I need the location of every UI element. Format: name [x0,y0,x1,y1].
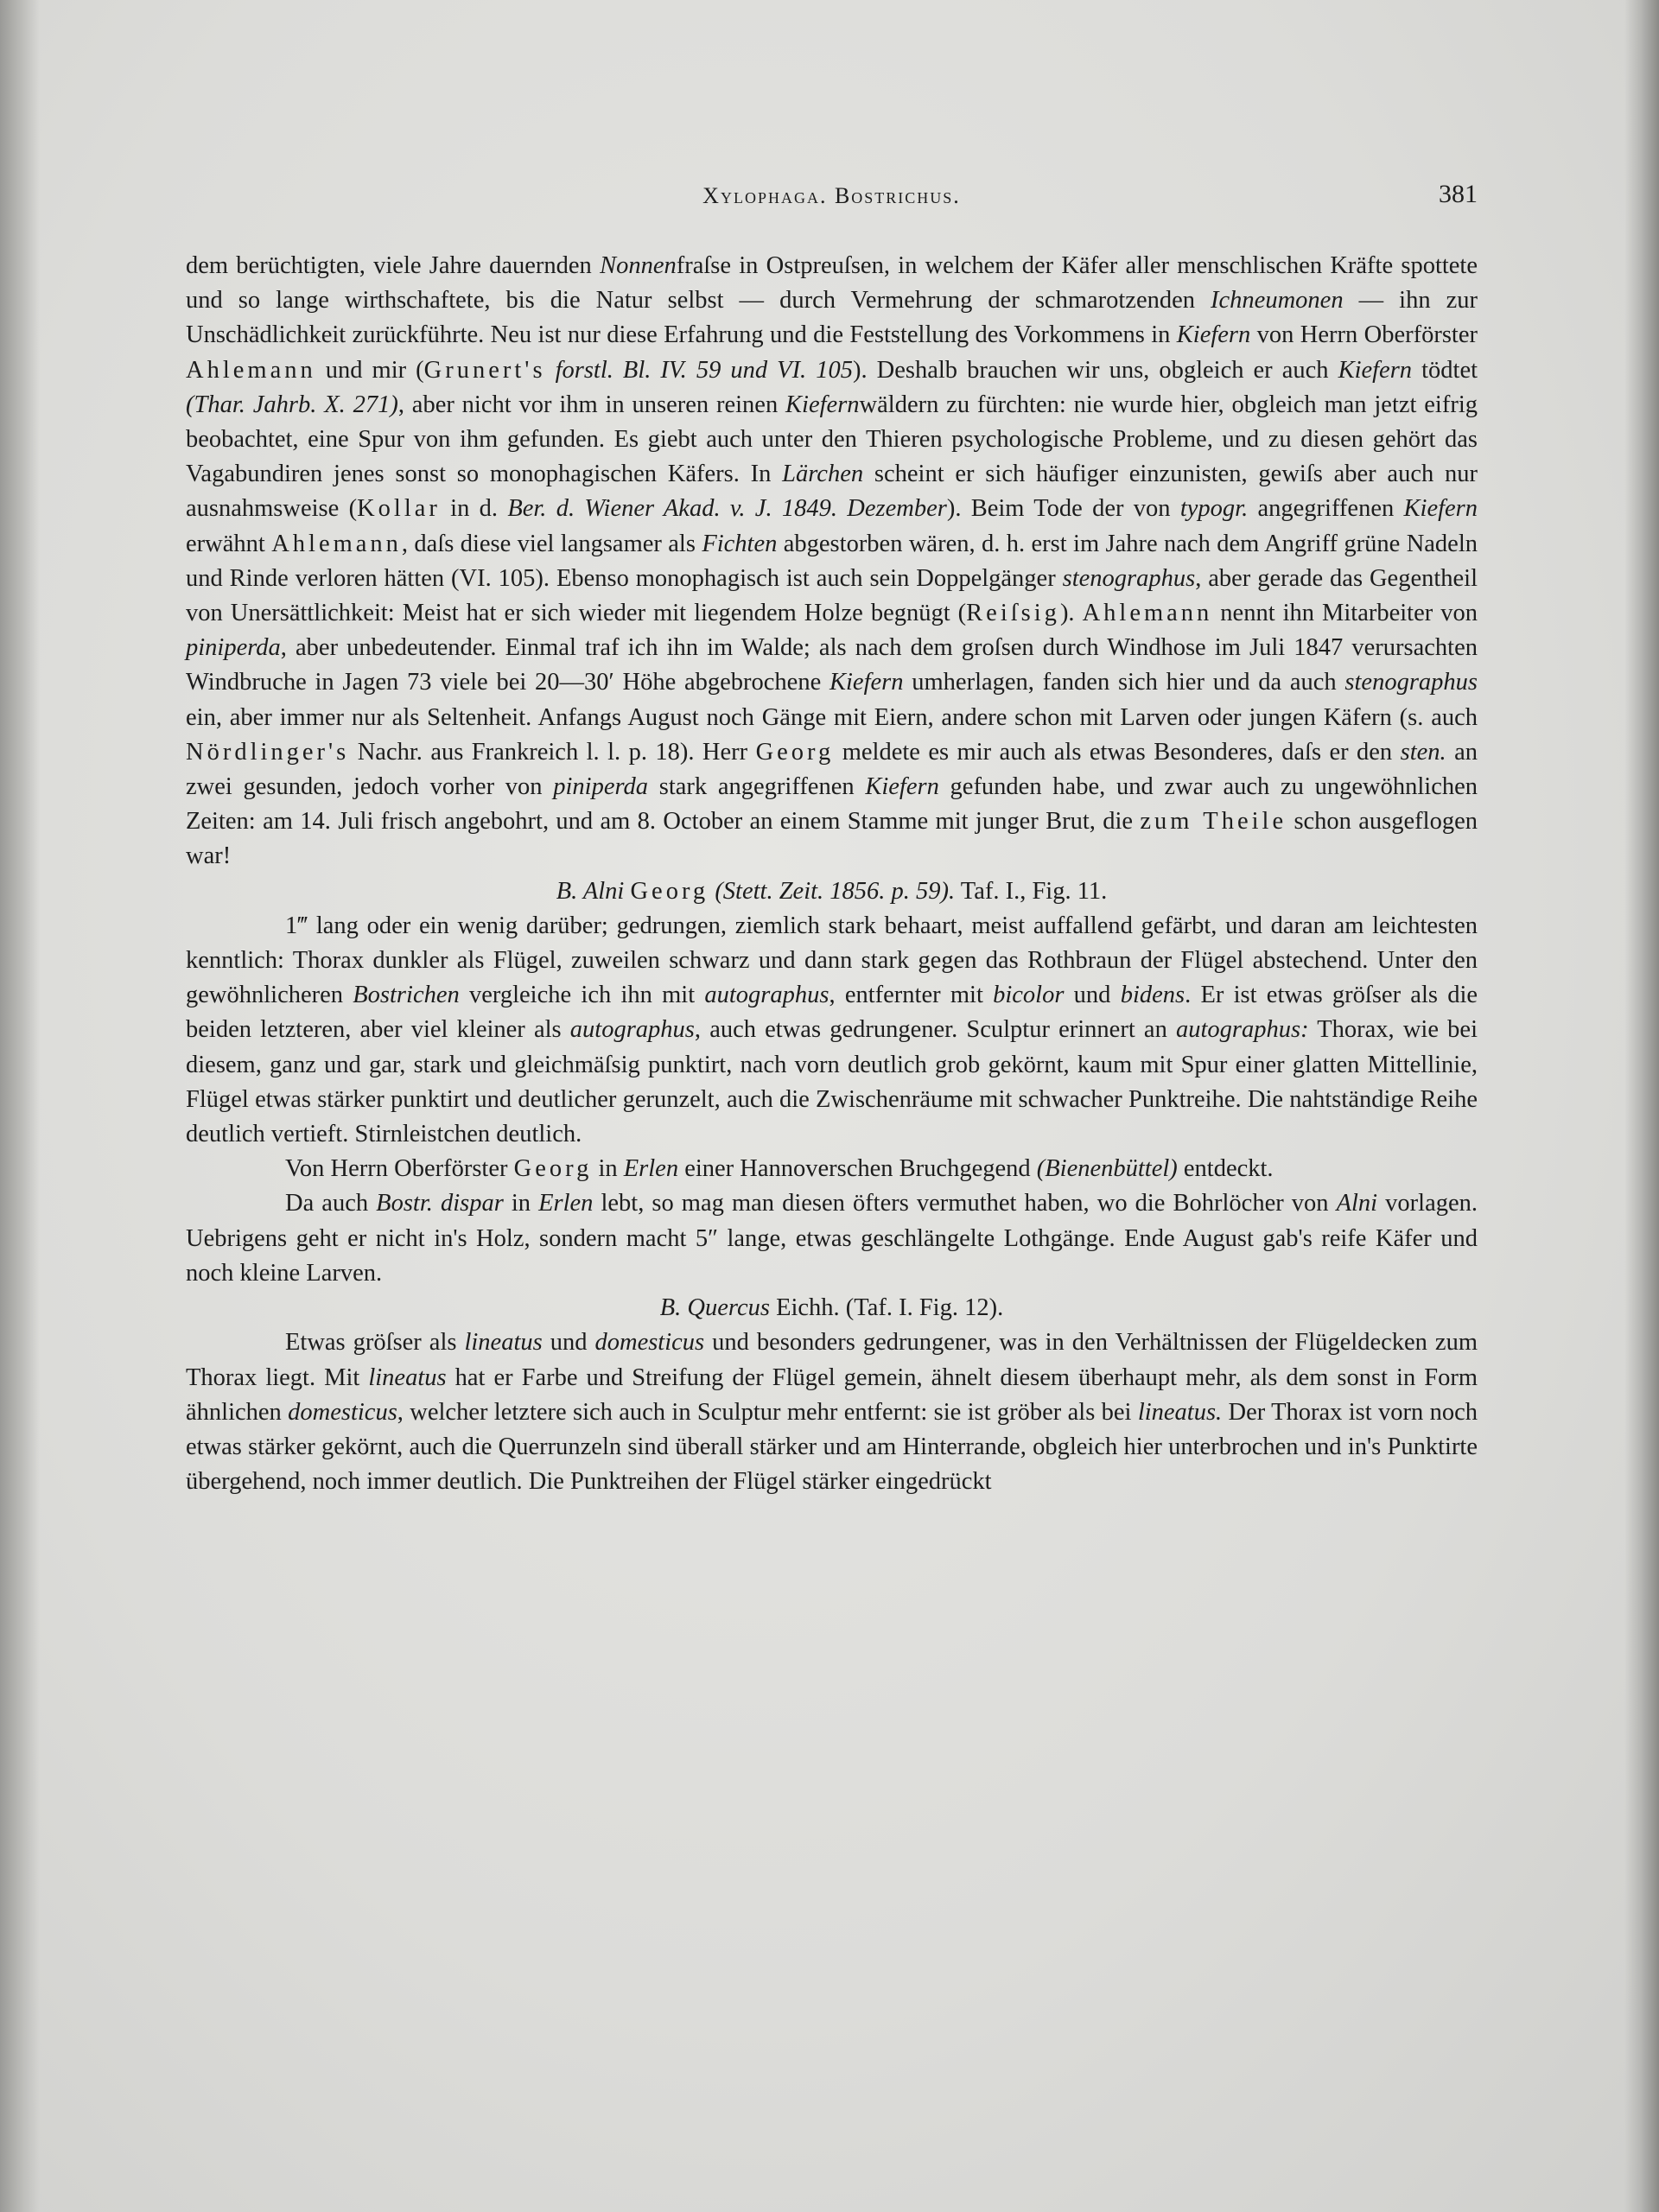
text-run: nennt ihn Mitarbeiter von [1212,600,1478,627]
text-run-italic: piniperda [186,634,281,662]
text-run: wäldern zu fürchten: nie wurde hier, obgleich man jetzt eifrig beobachtet, eine Spur von ihm gefunden. Es giebt auch unter den Thieren psychologische Probleme, und zu diesen gehört das Vagabundiren jenes sonst so monophagischen Käfers. In [186,391,1478,488]
page-edge-shadow-left [0,0,40,2212]
text-run: umherlagen, fanden sich hier und da auch [903,669,1345,696]
text-run: , auch etwas gedrungener. Sculptur erinnert an [694,1016,1176,1044]
text-run-spaced: Reiſsig [966,600,1060,627]
text-run: , aber gerade das Gegentheil von Unersättlichkeit: Meist hat er sich wieder mit liegendem Holze begnügt ( [186,564,1478,627]
paragraph-alni-description [186,909,1478,1152]
plate-reference: Taf. I., Fig. 11. [955,877,1108,905]
text-run: Von Herrn Oberförster [285,1155,514,1183]
text-run-italic: Lärchen [782,461,864,488]
text-run-italic: bicolor [993,982,1065,1009]
text-run-italic: Kiefern [1403,495,1478,523]
text-run-italic: Kiefern [865,773,939,801]
text-run-italic: Kiefern [785,391,860,418]
text-run-spaced: Ahlemann [1082,600,1213,627]
text-run-italic: Bostr. dispar [376,1190,504,1217]
text-run-italic: Alni [1336,1190,1378,1217]
text-run-italic: Kiefern [1176,321,1251,349]
text-run: ). [1059,600,1083,627]
text-run: angegriffenen [1248,495,1404,523]
text-run-italic: autographus [569,1016,695,1044]
text-run: Da auch [285,1190,377,1217]
text-run: , aber nicht vor ihm in unseren reinen [397,391,786,418]
text-run-italic: sten. [1400,738,1446,766]
text-run: meldete es mir auch als etwas Besonderes, daſs er den [834,738,1401,766]
text-run-italic: domesticus [594,1329,705,1357]
running-head: Xylophaga. Bostrichus. [702,183,961,208]
text-run: und mir ( [315,356,424,384]
text-run-italic: Ichneumonen [1211,287,1344,315]
text-run-spaced: Georg [755,738,835,766]
text-run: ). Deshalb brauchen wir uns, obgleich er auch [852,356,1338,384]
text-run: entdeckt. [1177,1155,1274,1183]
text-run: hat er Farbe und Streifung der Flügel gemein, ähnelt diesem überhaupt mehr, als dem sonst in Form ähnlichen [186,1363,1478,1426]
text-run: an zwei gesunden, jedoch vorher von [186,738,1478,801]
text-run: . Er ist etwas gröſser als die beiden letzteren, aber viel kleiner als [186,982,1478,1044]
text-column [186,249,1478,1499]
text-run-italic: lineatus. [1137,1398,1223,1426]
text-run-spaced: Grunert's [423,356,546,384]
text-run-italic: Erlen [623,1155,679,1183]
text-run: , daſs diese viel langsamer als [401,530,702,557]
text-run-italic: stenographus [1344,669,1478,696]
section-heading-quercus [186,1291,1478,1325]
text-run [546,357,556,384]
text-run-italic: (Thar. Jahrb. X. 271) [186,391,398,418]
text-run-italic: Kiefern [1338,356,1413,384]
text-run: Eichh. (Taf. I. Fig. 12). [769,1294,1004,1322]
text-run: von Herrn Oberförster [1250,321,1478,349]
text-run-italic: autographus: [1176,1016,1309,1044]
text-run: vorlagen. Uebrigens geht er nicht in's Holz, sondern macht 5″ lange, etwas geschlängelte Lothgänge. Ende August gab's reife Käfer und noch kleine Larven. [186,1190,1478,1287]
text-run: in [592,1155,624,1183]
text-run: scheint er sich häufiger einzunisten, gewiſs aber auch nur ausnahmsweise ( [186,461,1478,523]
text-run: 1‴ lang oder ein wenig darüber; gedrungen, ziemlich stark behaart, meist auffallend gefärbt, und daran am leichtesten kenntlich: Thorax dunkler als Flügel, zuweilen schwarz und dann stark gegen das Rothbraun der Flügel abstechend. Unter den gewöhnlicheren [186,912,1478,1009]
text-run-italic: forstl. Bl. IV. 59 und VI. 105 [555,356,853,384]
text-run: ein, aber immer nur als Seltenheit. Anfangs August noch Gänge mit Eiern, andere schon mit Larven oder jungen Käfern (s. auch [186,703,1478,731]
text-run-italic: lineatus [368,1363,447,1391]
text-run: lebt, so mag man diesen öfters vermuthet haben, wo die Bohrlöcher von [593,1190,1337,1217]
text-run: Der Thorax ist vorn noch etwas stärker gekörnt, auch die Querrunzeln sind überall stärker und am Hinterrande, obgleich hier unterbrochen und in's Punktirte übergehend, noch immer deutlich. Die Punktreihen der Flügel stärker eingedrückt [186,1398,1478,1496]
text-run: in d. [440,495,508,523]
text-run: und besonders gedrungener, was in den Verhältnissen der Flügeldecken zum Thorax liegt. Mit [186,1329,1478,1391]
text-run-italic: domesticus [288,1398,397,1426]
text-run: einer Hannoverschen Bruchgegend [678,1155,1037,1183]
text-run-spaced: Ahlemann [271,530,402,557]
text-run-italic: (Bienenbüttel) [1036,1155,1178,1183]
text-run-italic: bidens [1120,982,1185,1009]
text-run-italic: lineatus [464,1329,543,1357]
text-run-italic: typogr. [1179,495,1249,523]
species-name: B. Alni [556,877,625,905]
text-run: und [1064,982,1121,1009]
text-run: , aber unbedeutender. Einmal traf ich ihn im Walde; als nach dem groſsen durch Windhose im Juli 1847 verursachten Windbruche in Jagen 73 viele bei 20—30′ Höhe abgebrochene [186,634,1478,696]
text-run: , welcher letztere sich auch in Sculptur mehr entfernt: sie ist gröber als bei [397,1398,1138,1426]
page-header [186,180,1478,218]
text-run-spaced: Ahlemann [186,356,316,384]
text-run: vergleiche ich ihn mit [459,982,705,1009]
page-number: 381 [1439,180,1478,208]
text-run: ). Beim Tode der von [946,495,1180,523]
text-run: erwähnt [186,530,272,557]
text-run: stark angegriffenen [648,773,866,801]
text-run: — ihn zur Unschädlichkeit zurückführte. Neu ist nur diese Erfahrung und die Feststellung des Vorkommens in [186,287,1478,349]
paragraph-alni-biology [186,1186,1478,1291]
text-run: Thorax, wie bei diesem, ganz und gar, stark und gleichmäſsig punktirt, nach vorn deutlich grob gekörnt, kaum mit Spur einer glatten Mittellinie, Flügel etwas stärker punktirt und deutlicher gerunzelt, auch die Zwischenräume mit schwacher Punktreihe. Die nahtständige Reihe deutlich vertieft. Stirnleistchen deutlich. [186,1016,1478,1148]
paragraph-quercus-description [186,1325,1478,1499]
text-run: abgestorben wären, d. h. erst im Jahre nach dem Angriff grüne Nadeln und Rinde verloren hätten (VI. 105). Ebenso monophagisch ist auch sein Doppelgänger [186,530,1478,592]
text-run-spaced: Kollar [357,495,441,523]
text-run: fraſse in Ostpreuſsen, in welchem der Käfer aller menschlischen Kräfte spottete und so lange wirthschaftete, bis die Natur selbst — durch Vermehrung der schmarotzenden [186,252,1478,315]
text-run: in [503,1190,539,1217]
section-heading-alni [186,874,1478,909]
text-run-italic: piniperda [553,773,649,801]
text-run: tödtet [1412,356,1478,384]
text-run: , entfernter mit [829,982,994,1009]
text-run-italic: Kiefern [830,669,904,696]
text-run: Nachr. aus Frankreich l. l. p. 18). Herr [349,738,756,766]
text-run-italic: Nonnen [600,252,677,279]
author-name: Georg [630,877,709,905]
species-name: B. Quercus [659,1294,770,1322]
citation: (Stett. Zeit. 1856. p. 59). [715,877,956,905]
text-run: dem berüchtigten, viele Jahre dauernden [186,252,601,279]
text-run-spaced: Nördlinger's [186,738,350,766]
text-run-italic: Ber. d. Wiener Akad. v. J. 1849. Dezember [507,495,947,523]
page-edge-shadow-right [1624,0,1659,2212]
text-run-italic: stenographus [1062,564,1196,592]
text-run: gefunden habe, und zwar auch zu ungewöhnlichen Zeiten: am 14. Juli frisch angebohrt, und am 8. October an einem Stamme mit junger Brut, die [186,773,1478,836]
text-run-italic: Erlen [538,1190,594,1217]
text-run-italic: Fichten [702,530,778,557]
text-run: und [542,1329,595,1357]
text-run-italic: autographus [704,982,830,1009]
text-run-italic: Bostrichen [353,982,460,1009]
text-run: Etwas gröſser als [285,1329,465,1357]
text-run-spaced: zum Theile [1140,808,1287,836]
paragraph-continued [186,249,1478,874]
paragraph-alni-discovery [186,1152,1478,1186]
text-run-spaced: Georg [513,1155,593,1183]
text-run: schon ausgeflogen war! [186,808,1478,870]
